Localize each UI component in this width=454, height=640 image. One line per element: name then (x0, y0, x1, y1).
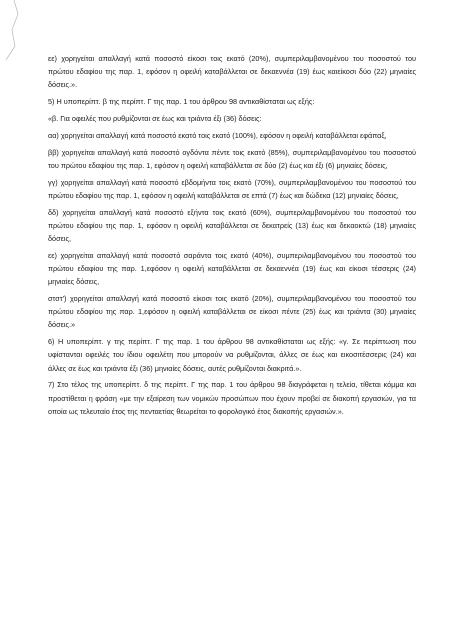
paragraph-6: 6) Η υποπερίπτ. γ της περίπτ. Γ της παρ. 1 του άρθρου 98 αντικαθίσταται ως εξής: «γ. Σε περίπτωση που υφίστανται οφειλές του ίδιου οφειλέτη που μπορούν να ρυθμίζονται, άλλες σε έως και εικοσιτέσσερις (24) και άλλες σε έως και τριάντα έξι (36) μηνιαίες δόσεις, αυτές ρυθμίζονται διακριτά.». (48, 337, 416, 373)
paragraph-bb: ββ) χορηγείται απαλλαγή κατά ποσοστό ογδόντα πέντε τοις εκατό (85%), συμπεριλαμβανομένου του ποσοστού του πρώτου εδαφίου της παρ. 1, εφόσον η οφειλή καταβάλλεται σε δύο (2) έως και έξι (6) μηνιαίες δόσεις, (48, 147, 416, 170)
paragraph-b-intro: «β. Για οφειλές που ρυθμίζονται σε έως και τριάντα έξι (36) δόσεις: (48, 114, 262, 123)
paragraph-stst: στστ') χορηγείται απαλλαγή κατά ποσοστό είκοσι τοις εκατό (20%), συμπεριλαμβανομένου του ποσοστού του πρώτου εδαφίου της παρ. 1,εφόσον η οφειλή καταβάλλεται σε είκοσι πέντε (25) έως και τριάντα (30) μηνιαίες δόσεις.» (48, 294, 416, 330)
document-page (48, 52, 416, 418)
paragraph-aa: αα) χορηγείται απαλλαγή κατά ποσοστό εκατό τοις εκατό (100%), εφόσον η οφειλή καταβάλλεται εφάπαξ, (48, 130, 387, 140)
paragraph-5: 5) Η υποπερίπτ. β της περίπτ. Γ της παρ. 1 του άρθρου 98 αντικαθίσταται ως εξής: (48, 97, 315, 107)
paragraph-7: 7) Στο τέλος της υποπερίπτ. δ της περίπτ. Γ της παρ. 1 του άρθρου 98 διαγράφεται η τελεία, τίθεται κόμμα και προστίθεται η φράση «με την εξαίρεση των νομικών προσώπων που έχουν προβεί σε διακοπή εργασιών, για τα οποία ως τελευταίο έτος της πενταετίας θεωρείται το φορολογικό έτος διακοπής εργασιών.». (48, 380, 416, 416)
paragraph-ee-40: εε) χορηγείται απαλλαγή κατά ποσοστό σαράντα τοις εκατό (40%), συμπεριλαμβανομένου του ποσοστού του πρώτου εδαφίου της παρ. 1,εφόσον η οφειλή καταβάλλεται σε δεκαεννέα (19) έως και είκοσι τέσσερις (24) μηνιαίες δόσεις, (48, 250, 416, 287)
paragraph-gg: γγ) χορηγείται απαλλαγή κατά ποσοστό εβδομήντα τοις εκατό (70%), συμπεριλαμβανομένου του ποσοστού του πρώτου εδαφίου της παρ. 1, εφόσον η οφειλή καταβάλλεται σε επτά (7) έως και δώδεκα (12) μηνιαίες δόσεις, (48, 177, 416, 200)
paragraph-ee-20: εε) χορηγείται απαλλαγή κατά ποσοστό είκοσι τοις εκατό (20%), συμπεριλαμβανομένου του ποσοστού του πρώτου εδαφίου της παρ. 1, εφόσον η οφειλή καταβάλλεται σε δεκαεννέα (19) έως καιείκοσι δύο (22) μηνιαίες δόσεις.». (48, 54, 416, 90)
paragraph-dd: δδ) χορηγείται απαλλαγή κατά ποσοστό εξήντα τοις εκατό (60%), συμπεριλαμβανομένου του ποσοστού του πρώτου εδαφίου της παρ. 1, εφόσον η οφειλή καταβάλλεται σε δεκατρείς (13) έως και δεκαοκτώ (18) μηνιαίες δόσεις, (48, 207, 416, 243)
scan-edge-mark (0, 0, 22, 60)
